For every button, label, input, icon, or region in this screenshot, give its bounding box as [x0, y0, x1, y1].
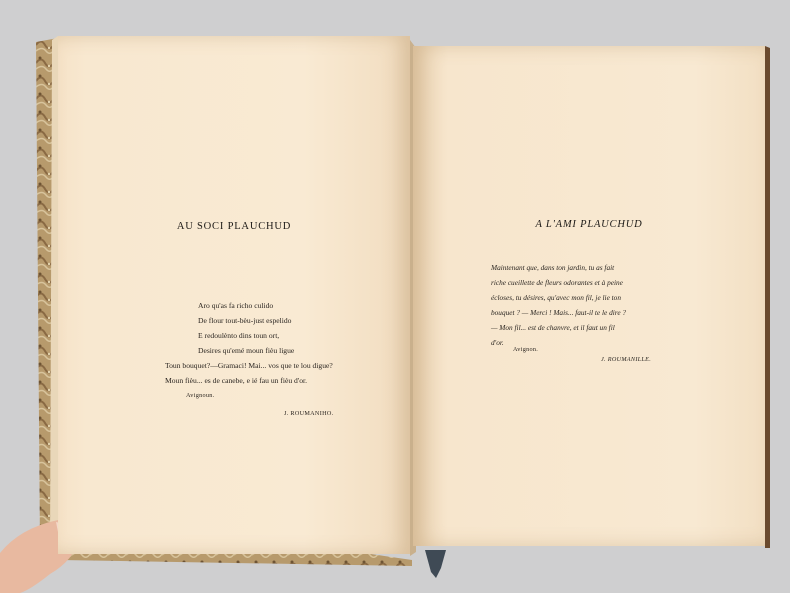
right-page — [413, 46, 765, 546]
prose-line: bouquet ? — Merci ! Mais... faut-il te le dire ? — [491, 308, 627, 317]
verse-line: Desires qu'emé moun fièu ligue — [198, 346, 295, 355]
signature: J. ROUMANIHO. — [284, 410, 334, 417]
prose-line: écloses, tu désires, qu'avec mon fil, je lie ton — [491, 293, 621, 302]
verse-line: Aro qu'as fa richo culido — [198, 301, 274, 310]
verse-line: Toun bouquet?—Gramaci! Mai... vos que te lou digue? — [165, 361, 333, 370]
left-page — [58, 36, 410, 554]
prose-line: — Mon fil... est de chanvre, et il faut un fil — [491, 323, 615, 332]
verse-line: De flour tout-bèu-just espelido — [198, 316, 292, 325]
right-page-title: A L'AMI PLAUCHUD — [535, 219, 643, 230]
bookmark-ribbon — [425, 550, 446, 578]
right-cover-edge — [765, 46, 770, 548]
signature: J. ROUMANILLE. — [601, 356, 652, 363]
verse-line: E redoulènto dins toun ort, — [198, 331, 280, 340]
verse-line: Moun fièu... es de canebe, e ié fau un fièu d'or. — [165, 376, 308, 385]
prose-line: Maintenant que, dans ton jardin, tu as fait — [491, 263, 615, 272]
place-name: Avignoun. — [186, 392, 215, 399]
prose-line: riche cueillette de fleurs odorantes et à peine — [491, 278, 623, 287]
prose-line: d'or. — [491, 338, 504, 347]
place-name: Avignon. — [513, 346, 539, 353]
left-page-title: AU SOCI PLAUCHUD — [176, 221, 292, 232]
